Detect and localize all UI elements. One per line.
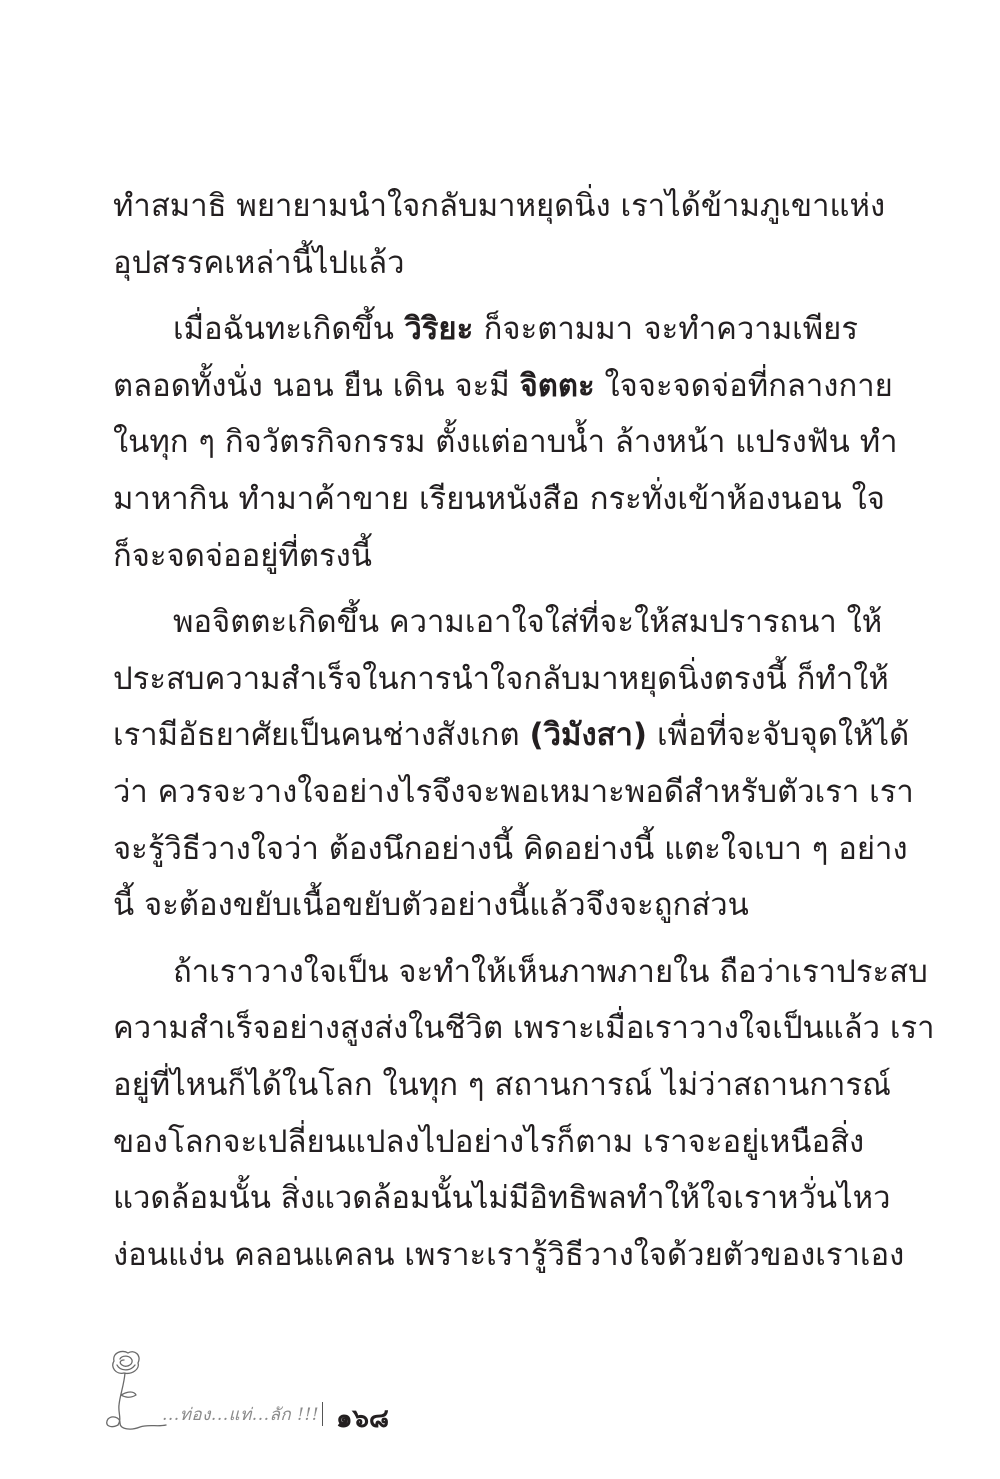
text-line: ทำสมาธิ พยายามนำใจกลับมาหยุดนิ่ง เราได้ข้ามภูเขาแห่ง: [113, 188, 886, 224]
text-line: พอจิตตะเกิดขึ้น ความเอาใจใส่ที่จะให้สมปรารถนา ให้: [173, 604, 883, 641]
text-line: จะรู้วิธีวางใจว่า ต้องนึกอย่างนี้ คิดอย่างนี้ แตะใจเบา ๆ อย่าง: [113, 830, 908, 867]
text-line: นี้ จะต้องขยับเนื้อขยับตัวอย่างนี้แล้วจึงจะถูกส่วน: [113, 887, 749, 924]
footer-divider: [322, 1402, 323, 1426]
text-line: ประสบความสำเร็จในการนำใจกลับมาหยุดนิ่งตรงนี้ ก็ทำให้: [113, 660, 889, 697]
text-line: ง่อนแง่น คลอนแคลน เพราะเรารู้วิธีวางใจด้วยตัวของเราเอง: [113, 1236, 905, 1273]
text-line: ตลอดทั้งนั่ง นอน ยืน เดิน จะมี จิตตะ ใจจะจดจ่อที่กลางกาย: [113, 367, 893, 404]
text-line: เรามีอัธยาศัยเป็นคนช่างสังเกต (วิมังสา) เพื่อที่จะจับจุดให้ได้: [113, 717, 910, 754]
text-line: มาหากิน ทำมาค้าขาย เรียนหนังสือ กระทั่งเข้าห้องนอน ใจ: [113, 480, 885, 517]
text-line: ก็จะจดจ่ออยู่ที่ตรงนี้: [113, 537, 372, 574]
paragraph-3: [113, 594, 914, 934]
signature-text: ...ท่อง...แท่...ลัก !!!: [162, 1405, 320, 1425]
text-line: ถ้าเราวางใจเป็น จะทำให้เห็นภาพภายใน ถือว่าเราประสบ: [173, 953, 928, 990]
text-line: ของโลกจะเปลี่ยนแปลงไปอย่างไรก็ตาม เราจะอยู่เหนือสิ่ง: [113, 1123, 865, 1160]
bold-term-jitta: จิตตะ: [519, 367, 595, 404]
text-line: อุปสรรคเหล่านี้ไปแล้ว: [113, 244, 405, 281]
paragraph-4: [113, 944, 935, 1284]
text-line: เมื่อฉันทะเกิดขึ้น วิริยะ ก็จะตามมา จะทำความเพียร: [173, 311, 858, 348]
text-line: อยู่ที่ไหนก็ได้ในโลก ในทุก ๆ สถานการณ์ ไม่ว่าสถานการณ์: [113, 1066, 891, 1103]
text-line: ว่า ควรจะวางใจอย่างไรจึงจะพอเหมาะพอดีสำหรับตัวเรา เรา: [113, 773, 914, 810]
text-line: ความสำเร็จอย่างสูงส่งในชีวิต เพราะเมื่อเราวางใจเป็นแล้ว เรา: [113, 1010, 935, 1047]
paragraph-1: [113, 178, 886, 291]
page-number: ๑๖๘: [336, 1404, 390, 1434]
paragraph-2: [113, 301, 898, 584]
page-footer: [100, 1345, 440, 1435]
text-line: ในทุก ๆ กิจวัตรกิจกรรม ตั้งแต่อาบน้ำ ล้างหน้า แปรงฟัน ทำ: [113, 424, 898, 461]
text-line: แวดล้อมนั้น สิ่งแวดล้อมนั้นไม่มีอิทธิพลทำให้ใจเราหวั่นไหว: [113, 1180, 891, 1217]
body-text: [113, 178, 935, 1283]
rose-icon: [100, 1345, 170, 1435]
bold-term-viriya: วิริยะ: [404, 311, 474, 348]
bold-term-vimamsa: (วิมังสา): [529, 717, 648, 754]
